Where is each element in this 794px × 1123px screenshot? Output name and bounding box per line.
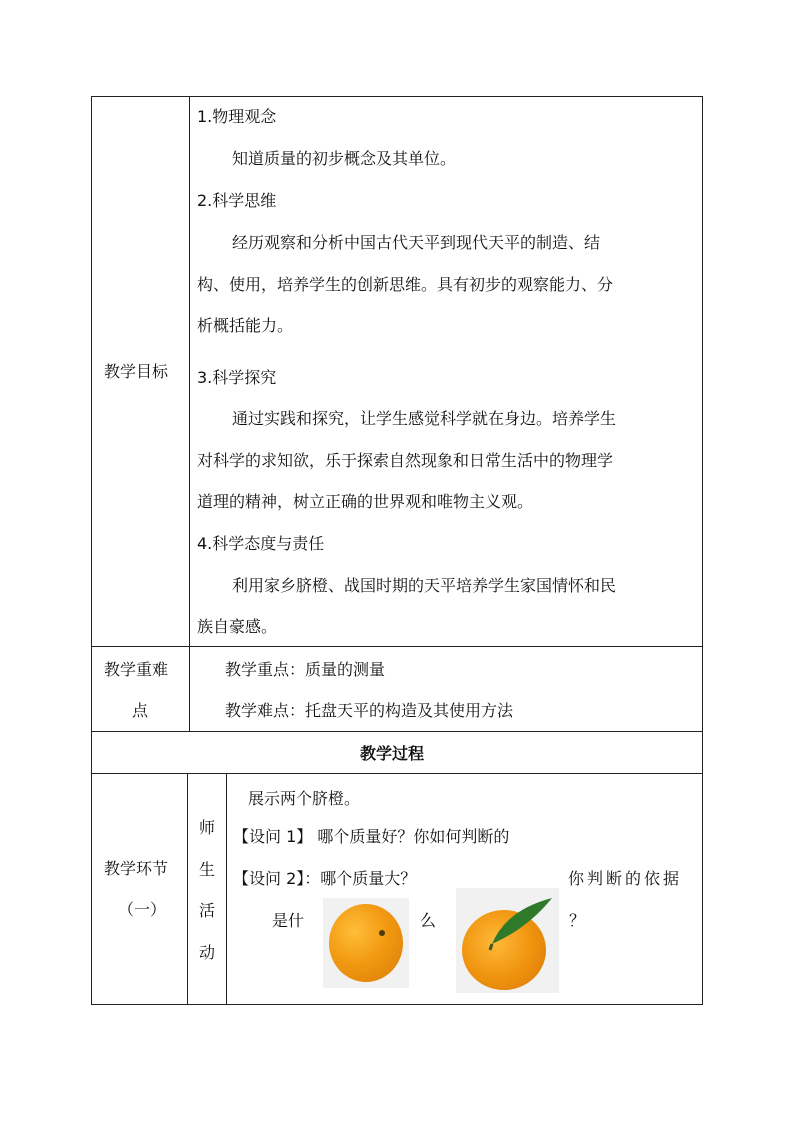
role-column-divider (226, 773, 227, 1005)
activity-intro: 展示两个脐橙。 (248, 789, 361, 808)
label-column-divider-top (189, 96, 190, 732)
orange-fruit (329, 904, 403, 982)
objective-heading: 2.科学思维 (197, 191, 277, 210)
key-points-label: 教学重难 (104, 660, 169, 679)
table-border-bottom (91, 1004, 703, 1005)
objectives-label: 教学目标 (104, 362, 169, 381)
objective-heading: 3.科学探究 (197, 368, 277, 387)
question-1: 【设问 1】 哪个质量好？你如何判断的 (233, 827, 510, 846)
teaching-focus: 教学重点：质量的测量 (225, 660, 386, 679)
orange-with-leaf-photo (456, 888, 559, 993)
objective-line: 对科学的求知欲，乐于探索自然现象和日常生活中的物理学 (197, 451, 614, 470)
teaching-difficulty: 教学难点：托盘天平的构造及其使用方法 (225, 701, 514, 720)
objective-line: 通过实践和探究，让学生感觉科学就在身边。培养学生 (232, 409, 617, 428)
row-divider-3 (91, 773, 703, 774)
table-border-right (702, 96, 703, 1005)
objective-line: 道理的精神，树立正确的世界观和唯物主义观。 (197, 492, 534, 511)
key-points-label: 点 (132, 701, 149, 720)
objective-line: 利用家乡脐橙、战国时期的天平培养学生家国情怀和民 (232, 576, 617, 595)
orange-photo (323, 898, 409, 988)
process-title: 教学过程 (360, 744, 425, 763)
question-2-tail: 么 (420, 911, 437, 930)
table-border-left (91, 96, 92, 1005)
stage-label: （一） (118, 900, 167, 919)
leaf-icon (456, 888, 559, 993)
objective-line: 知道质量的初步概念及其单位。 (232, 149, 457, 168)
objective-heading: 4.科学态度与责任 (197, 534, 325, 553)
row-divider-1 (91, 646, 703, 647)
role-char: 师 (199, 818, 216, 837)
objective-heading: 1.物理观念 (197, 107, 277, 126)
objective-line: 构、使用，培养学生的创新思维。具有初步的观察能力、分 (197, 275, 614, 294)
role-char: 动 (199, 943, 216, 962)
row-divider-2 (91, 731, 703, 732)
objective-line: 经历观察和分析中国古代天平到现代天平的制造、结 (232, 233, 601, 252)
stage-label: 教学环节 (104, 859, 169, 878)
role-char: 活 (199, 901, 216, 920)
question-2-tail: ？ (569, 911, 586, 930)
objective-line: 析概括能力。 (197, 316, 294, 335)
role-char: 生 (199, 860, 216, 879)
question-2: 【设问 2】：哪个质量大？ (233, 869, 417, 888)
orange-navel (379, 930, 385, 936)
label-column-divider-bottom (187, 773, 188, 1005)
question-2-continued: 你判断的依据 (568, 869, 683, 888)
objective-line: 族自豪感。 (197, 617, 278, 636)
question-2-tail: 是什 (272, 911, 305, 930)
table-border-top (91, 96, 703, 97)
